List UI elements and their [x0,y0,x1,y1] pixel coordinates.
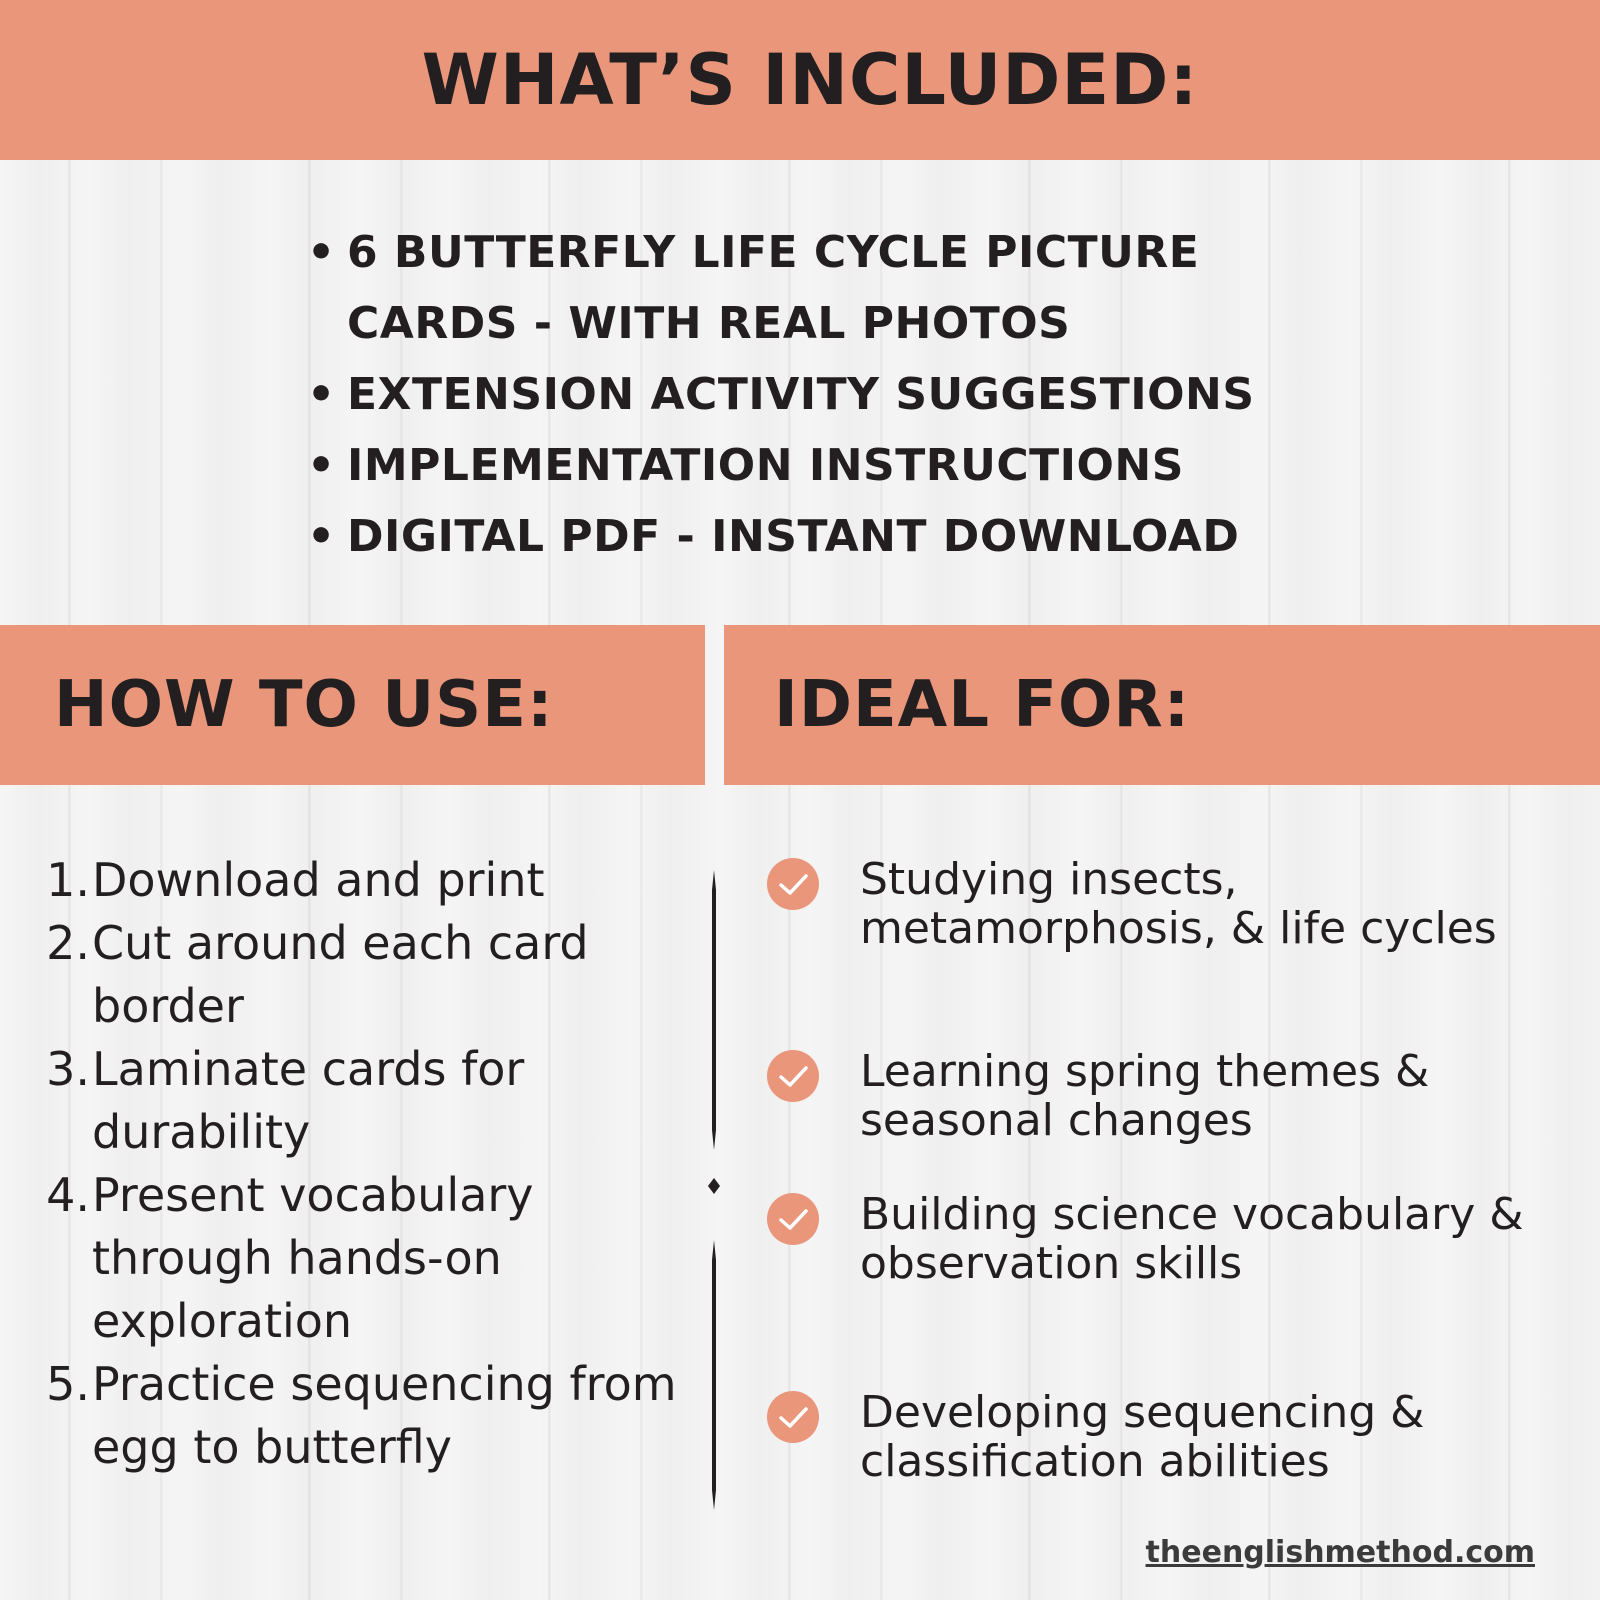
step-number: 3. [46,1042,90,1096]
ideal-for-banner [724,625,1600,785]
step-number: 5. [46,1357,90,1411]
how-to-use-title: HOW TO USE: [54,668,554,742]
check-badge-icon [766,1049,820,1103]
how-to-use-banner [0,625,705,785]
step-text: Present vocabulary through hands-on exploration [92,1168,534,1348]
check-badge-icon [766,1192,820,1246]
whats-included-title: WHAT’S INCLUDED: [421,39,1199,121]
website-link[interactable]: theenglishmethod.com [1145,1535,1535,1570]
ideal-for-text: Studying insects, metamorphosis, & life cycles [860,854,1497,954]
step-item [40,912,680,1038]
step-item [40,1164,680,1353]
bullet-icon: • [307,227,336,278]
included-item: • EXTENSION ACTIVITY SUGGESTIONS [305,359,1345,430]
check-badge-icon [766,857,820,911]
step-number: 4. [46,1168,90,1222]
included-list [305,217,1345,572]
check-badge-icon [766,1390,820,1444]
step-item [40,1353,680,1479]
step-text: Cut around each card border [92,916,589,1033]
step-text: Download and print [92,853,545,907]
bullet-icon: • [307,440,336,491]
step-text: Practice sequencing from egg to butterfly [92,1357,677,1474]
ideal-for-text: Developing sequencing & classification abilities [860,1387,1425,1487]
included-item: • DIGITAL PDF - INSTANT DOWNLOAD [305,501,1345,572]
ideal-for-title: IDEAL FOR: [774,668,1191,742]
whats-included-banner [0,0,1600,160]
included-item: • IMPLEMENTATION INSTRUCTIONS [305,430,1345,501]
step-number: 2. [46,916,90,970]
ideal-for-text: Learning spring themes & seasonal changes [860,1046,1430,1146]
ideal-for-text: Building science vocabulary & observation skills [860,1189,1524,1289]
step-item [40,1038,680,1164]
vertical-divider-diamond-icon [708,870,720,1510]
step-text: Laminate cards for durability [92,1042,525,1159]
how-to-use-steps [40,849,680,1479]
included-item: • 6 BUTTERFLY LIFE CYCLE PICTURE CARDS - WITH REAL PHOTOS [305,217,1345,359]
bullet-icon: • [307,369,336,420]
step-item [40,849,680,912]
bullet-icon: • [307,511,336,562]
step-number: 1. [46,853,90,907]
